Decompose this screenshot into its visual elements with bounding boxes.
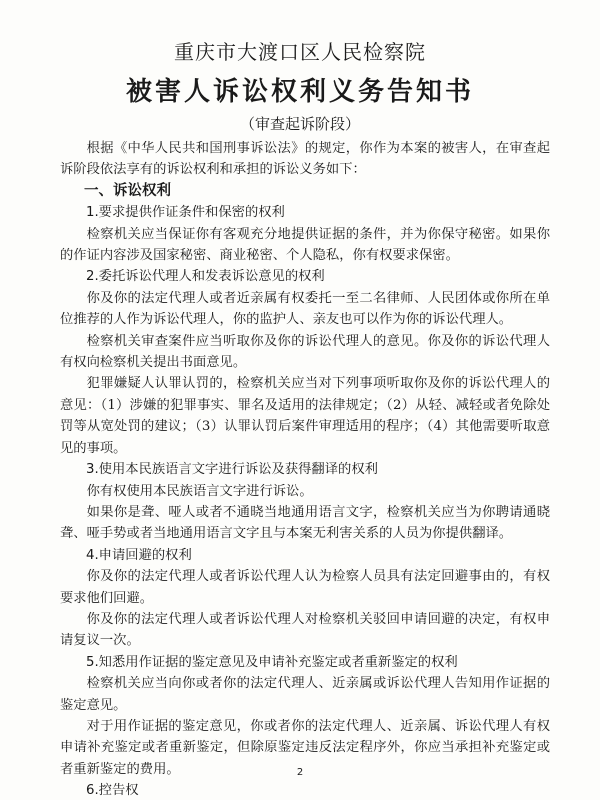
stage-subtitle: （审查起诉阶段）: [239, 115, 360, 133]
item-4-paragraph-1: 你及你的法定代理人或者诉讼代理人认为检察人员具有法定回避事由的，有权要求他们回避。: [60, 569, 550, 606]
item-heading-5: 5.知悉用作证据的鉴定意见及申请补充鉴定或者重新鉴定的权利: [86, 654, 458, 670]
item-heading-1: 1.要求提供作证条件和保密的权利: [86, 205, 285, 221]
item-2-paragraph-1: 你及你的法定代理人或者近亲属有权委托一至二名律师、人民团体或你所在单位推荐的人作为诉讼代理人，你的监护人、亲友也可以作为你的诉讼代理人。: [60, 290, 550, 328]
item-4-paragraph-2: 你及你的法定代理人或者诉讼代理人对检察机关驳回申请回避的决定，有权申请复议一次。: [60, 611, 550, 649]
item-heading-3: 3.使用本民族语言文字进行诉讼及获得翻译的权利: [86, 462, 378, 478]
item-heading-6: 6.控告权: [86, 783, 139, 799]
document-title: 被害人诉讼权利义务告知书: [125, 77, 474, 107]
item-1-paragraph-1: 检察机关应当保证你有客观充分地提供证据的条件，并为你保守秘密。如果你的作证内容涉及国家秘密、商业秘密、个人隐私，你有权要求保密。: [60, 226, 550, 264]
intro-paragraph: 根据《中华人民共和国刑事诉讼法》的规定，你作为本案的被害人，在审查起诉阶段依法享有的诉讼权利和承担的诉讼义务如下：: [60, 141, 550, 178]
section-heading-rights: 一、诉讼权利: [84, 182, 171, 199]
page-number: 2: [296, 767, 304, 778]
item-3-paragraph-1: 你有权使用本民族语言文字进行诉讼。: [86, 483, 313, 499]
item-5-paragraph-1: 检察机关应当向你或者你的法定代理人、近亲属或诉讼代理人告知用作证据的鉴定意见。: [60, 676, 550, 713]
item-2-paragraph-3: 犯罪嫌疑人认罪认罚的，检察机关应当对下列事项听取你及你的诉讼代理人的意见：（1）涉嫌的犯罪事实、罪名及适用的法律规定；（2）从轻、减轻或者免除处罚等从宽处罚的建议；（3）认罪认罚后案件审理适用的程序；（4）其他需要听取意见的事项。: [60, 376, 550, 456]
item-3-paragraph-2: 如果你是聋、哑人或者不通晓当地通用语言文字，检察机关应当为你聘请通晓聋、哑手势或者当地通用语言文字且与本案无利害关系的人员为你提供翻译。: [60, 504, 550, 542]
item-2-paragraph-2: 检察机关审查案件应当听取你及你的诉讼代理人的意见。你及你的诉讼代理人有权向检察机关提出书面意见。: [60, 333, 550, 371]
organization-name: 重庆市大渡口区人民检察院: [174, 40, 426, 64]
item-5-paragraph-2: 对于用作证据的鉴定意见，你或者你的法定代理人、近亲属、诉讼代理人有权申请补充鉴定或者重新鉴定，但除原鉴定违反法定程序外，你应当承担补充鉴定或者重新鉴定的费用。: [60, 718, 550, 777]
item-heading-4: 4.申请回避的权利: [86, 547, 192, 563]
item-heading-2: 2.委托诉讼代理人和发表诉讼意见的权利: [86, 269, 325, 285]
document-body: [60, 138, 550, 802]
